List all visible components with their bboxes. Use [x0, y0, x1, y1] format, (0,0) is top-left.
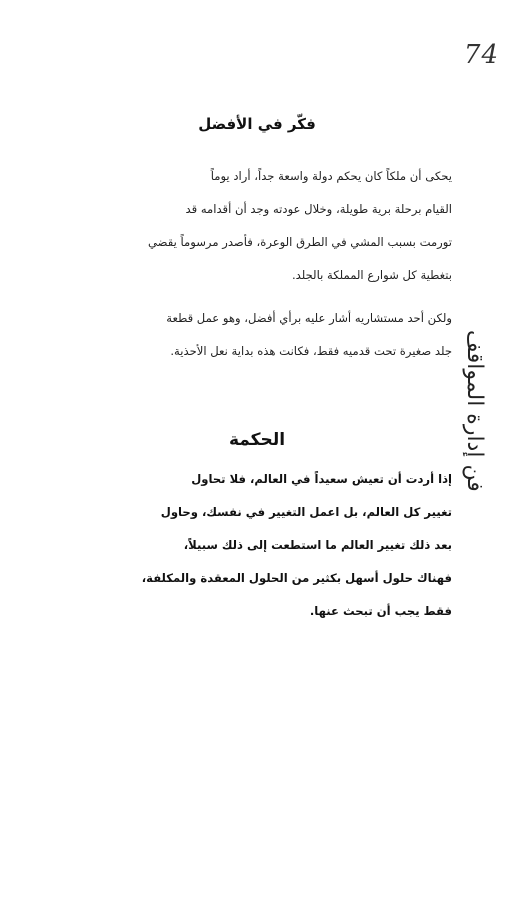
text-line: تورمت بسبب المشي في الطرق الوعرة، فأصدر مرسوماً يقضي [147, 235, 452, 249]
section-title-wisdom: الحكمة [228, 430, 286, 450]
wisdom-paragraph [62, 463, 452, 628]
text-line: فهناك حلول أسهل بكثير من الحلول المعقدة والمكلفة، [141, 571, 452, 585]
section-title-think-best: فكّر في الأفضل [198, 115, 316, 133]
running-title: فن إدارة المواقف [462, 330, 487, 492]
text-line: ولكن أحد مستشاريه أشار عليه برأي أفضل، وهو عمل قطعة [166, 311, 452, 325]
text-line: جلد صغيرة تحت قدميه فقط، فكانت هذه بداية نعل الأحذية. [170, 344, 452, 358]
text-line: بتغطية كل شوارع المملكة بالجلد. [291, 268, 452, 282]
text-line: يحكى أن ملكاً كان يحكم دولة واسعة جداً، أراد يوماً [210, 169, 452, 183]
page-number: 74 [463, 40, 499, 70]
text-line: بعد ذلك تغيير العالم ما استطعت إلى ذلك سبيلاً، [183, 538, 452, 552]
text-line: فقط يجب أن تبحث عنها. [309, 604, 452, 618]
text-line: القيام برحلة برية طويلة، وخلال عودته وجد أن أقدامه قد [185, 202, 452, 216]
story-paragraph-1 [62, 160, 452, 292]
text-line: تغيير كل العالم، بل اعمل التغيير في نفسك، وحاول [160, 505, 452, 519]
text-line: إذا أردت أن تعيش سعيداً في العالم، فلا تحاول [191, 472, 452, 486]
story-paragraph-2 [62, 302, 452, 368]
